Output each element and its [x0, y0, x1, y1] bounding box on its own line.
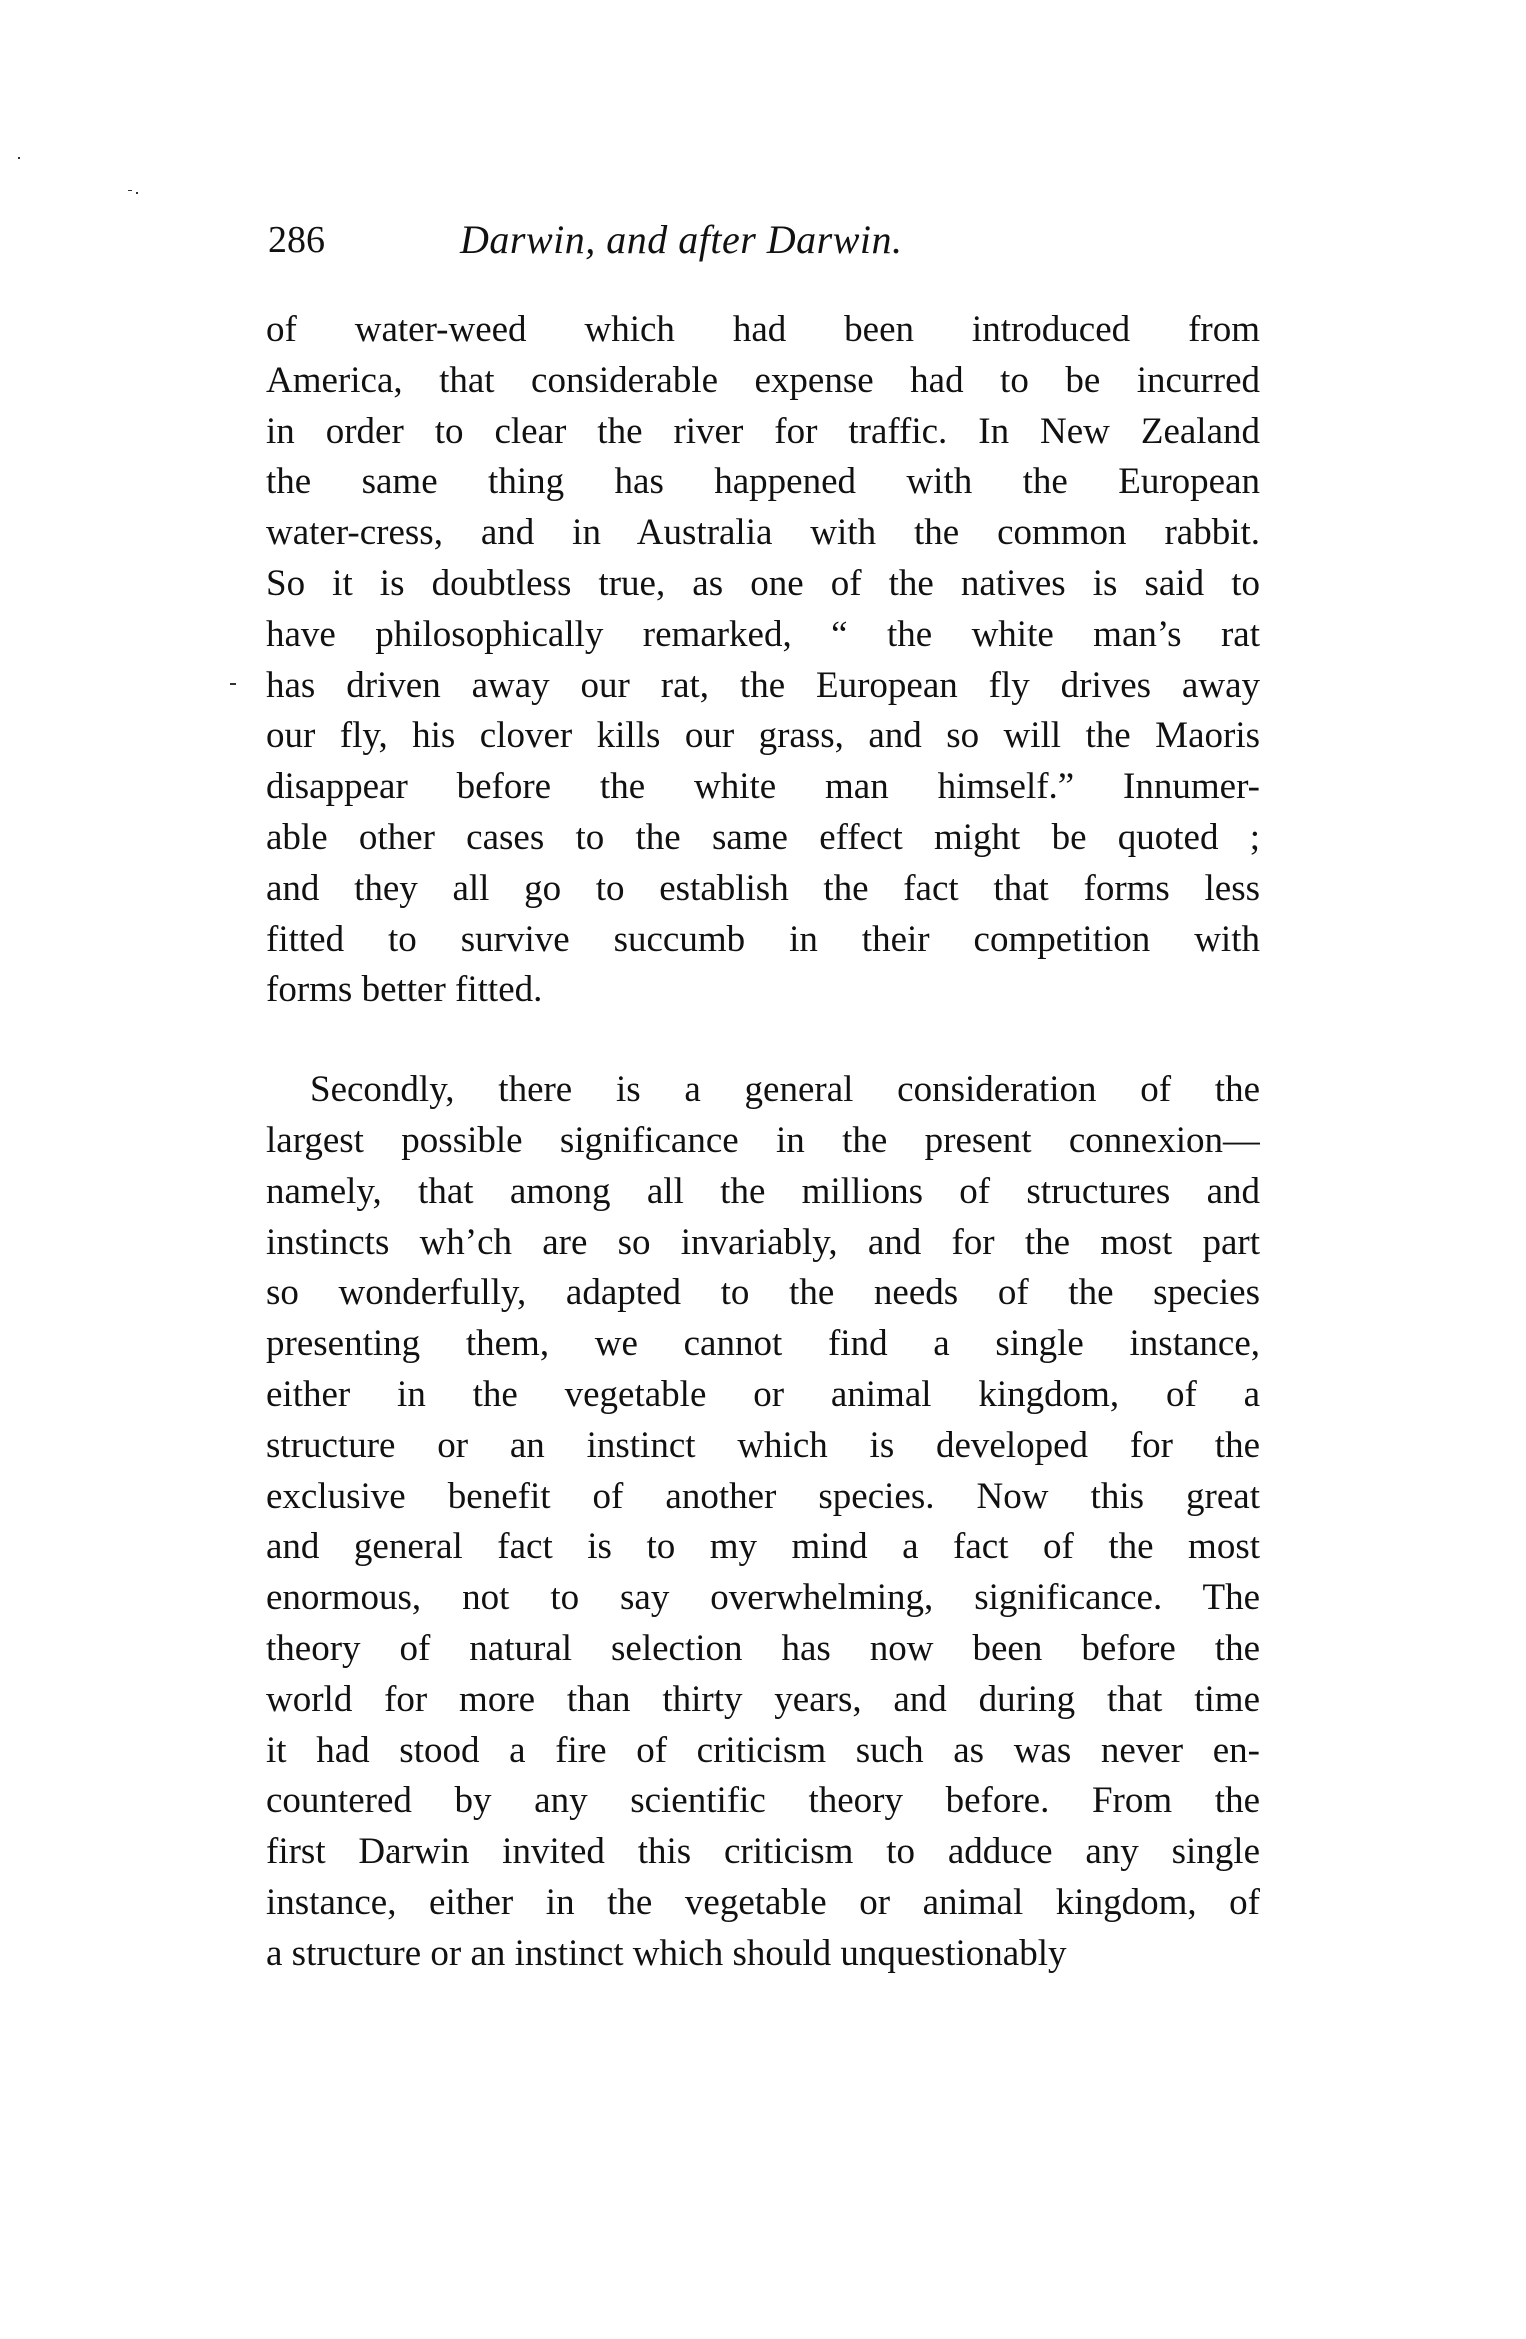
text-line: Secondly, there is a general consideration of the: [310, 1069, 1260, 1111]
body-text: [266, 305, 1260, 1980]
text-line: in order to clear the river for traffic. In New Zealand: [266, 410, 1260, 452]
text-line: a structure or an instinct which should unquestionably: [266, 1932, 1067, 1974]
text-line: and they all go to establish the fact that forms less: [266, 867, 1260, 909]
text-line: exclusive benefit of another species. Now this great: [266, 1475, 1260, 1517]
text-line: either in the vegetable or animal kingdom, of a: [266, 1373, 1260, 1415]
text-line: instincts wh’ch are so invariably, and for the most part: [266, 1221, 1260, 1263]
text-line: world for more than thirty years, and during that time: [266, 1678, 1260, 1720]
page-number: 286: [268, 219, 325, 261]
text-line: presenting them, we cannot find a single instance,: [266, 1323, 1260, 1365]
text-line: largest possible significance in the present connexion—: [266, 1119, 1260, 1161]
text-line: structure or an instinct which is developed for the: [266, 1424, 1260, 1466]
text-line: disappear before the white man himself.” Innumer-: [266, 766, 1260, 808]
text-line: it had stood a fire of criticism such as was never en-: [266, 1729, 1260, 1771]
text-line: instance, either in the vegetable or animal kingdom, of: [266, 1881, 1260, 1923]
text-line: of water-weed which had been introduced from: [266, 309, 1260, 350]
text-line: and general fact is to my mind a fact of the most: [266, 1526, 1260, 1568]
text-line: America, that considerable expense had to be incurred: [266, 359, 1260, 401]
page-header: [268, 212, 1268, 268]
running-title: Darwin, and after Darwin.: [460, 217, 903, 262]
text-line: forms better fitted.: [266, 969, 543, 1011]
scan-speck: [136, 192, 138, 194]
text-line: fitted to survive succumb in their competition with: [266, 918, 1260, 960]
text-line: namely, that among all the millions of structures and: [266, 1170, 1260, 1212]
text-line: So it is doubtless true, as one of the natives is said to: [266, 562, 1260, 604]
text-line: so wonderfully, adapted to the needs of the species: [266, 1272, 1260, 1314]
text-line: has driven away our rat, the European fly drives away: [266, 664, 1260, 706]
text-line: the same thing has happened with the European: [266, 461, 1260, 503]
text-line: able other cases to the same effect might be quoted ;: [266, 816, 1260, 858]
text-line: first Darwin invited this criticism to adduce any single: [266, 1831, 1260, 1873]
text-line: our fly, his clover kills our grass, and so will the Maoris: [266, 715, 1260, 757]
scan-speck: [128, 190, 132, 191]
text-line: have philosophically remarked, “ the white man’s rat: [266, 613, 1260, 655]
scan-speck: [18, 157, 20, 159]
paragraph: [266, 1065, 1260, 1979]
scan-speck: [230, 683, 236, 685]
paragraph: [266, 305, 1260, 1016]
text-line: enormous, not to say overwhelming, significance. The: [266, 1577, 1260, 1619]
text-line: countered by any scientific theory before. From the: [266, 1780, 1260, 1822]
paragraph-gap: [266, 1016, 1260, 1065]
text-line: theory of natural selection has now been before the: [266, 1627, 1260, 1669]
text-line: water-cress, and in Australia with the common rabbit.: [266, 512, 1260, 554]
